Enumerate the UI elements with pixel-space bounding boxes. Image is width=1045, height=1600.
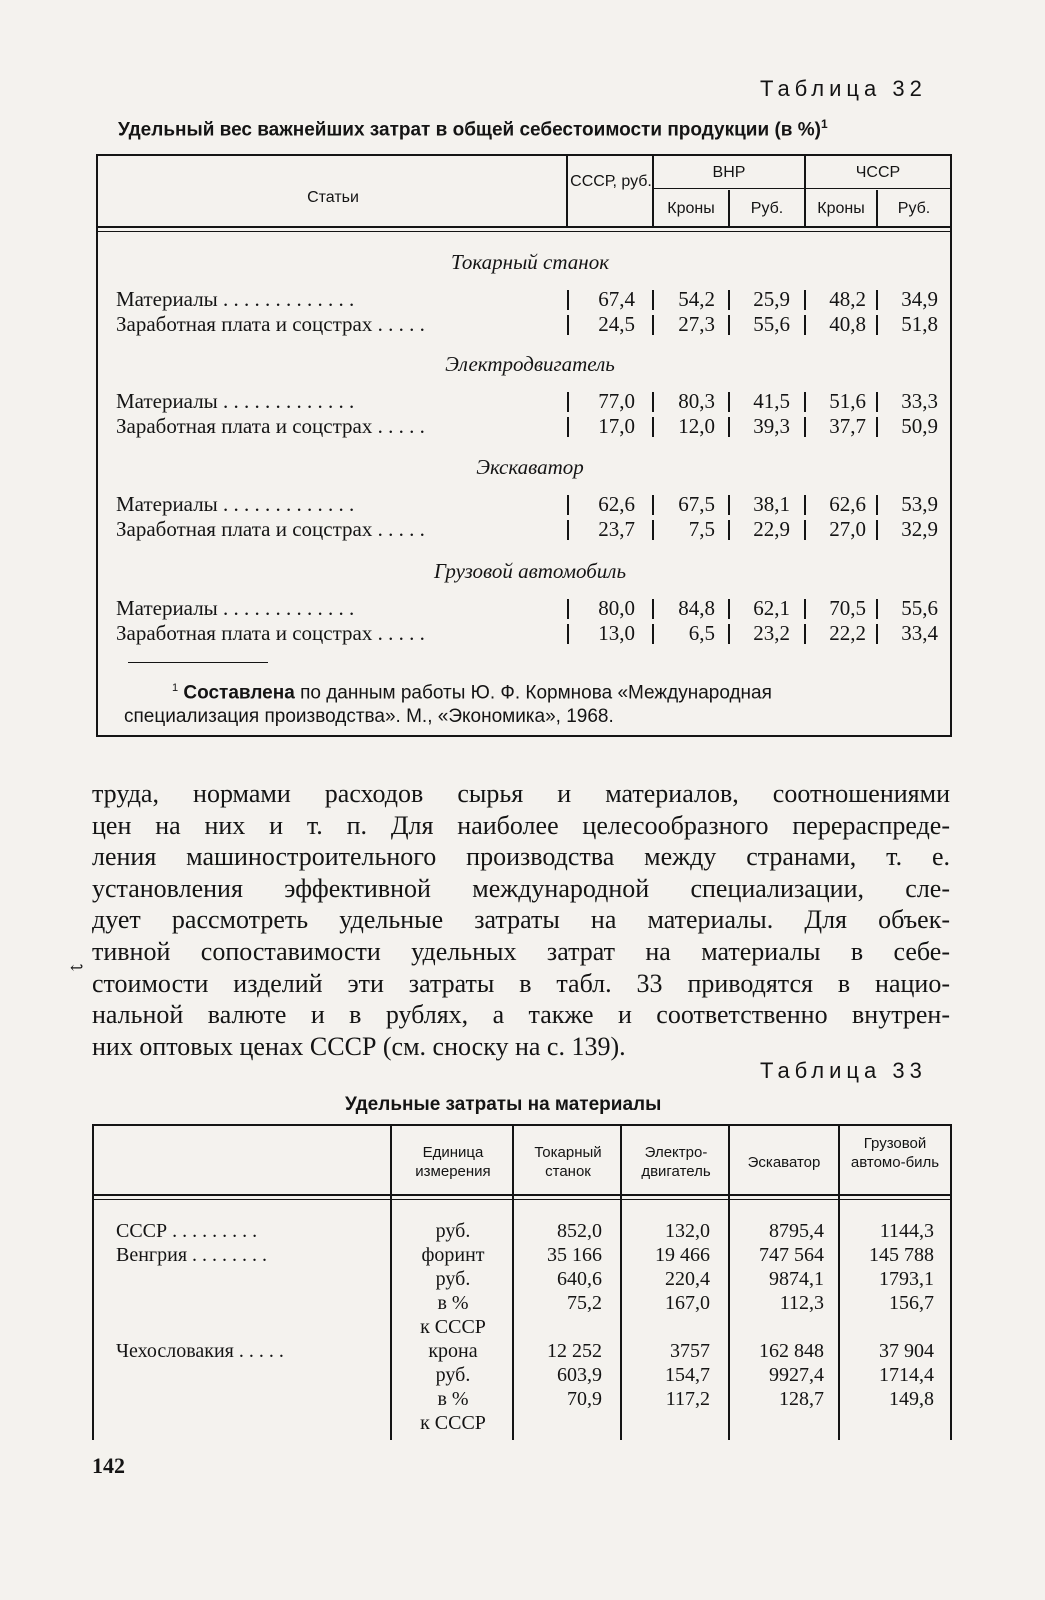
country-label: Венгрия . . . . . . . . [116, 1244, 268, 1266]
cell-value: 37,7 [829, 414, 866, 438]
cell-divider [567, 290, 569, 310]
cell-value: 7,5 [688, 517, 715, 541]
header-vnr-rub: Руб. [750, 200, 784, 217]
header-chssr: ЧССР [855, 164, 901, 181]
body-line: нальной валюте и в рублях, а также и соответственно внутрен- [92, 1000, 950, 1030]
body-line: дует рассмотреть удельные затраты на материалы. Для объек- [92, 905, 950, 935]
cell-divider [652, 417, 654, 437]
cell-value: 33,4 [901, 621, 938, 645]
country-label: Чехословакия . . . . . [116, 1340, 284, 1362]
cell-value: 67,4 [598, 287, 635, 311]
cell-divider [652, 520, 654, 540]
cell-value: 167,0 [665, 1292, 710, 1314]
row-label: Материалы . . . . . . . . . . . . . [116, 287, 355, 311]
row-label: Материалы . . . . . . . . . . . . . [116, 596, 355, 620]
cell-divider [876, 520, 878, 540]
cell-value: 55,6 [753, 312, 790, 336]
table-33-header-rule-2 [92, 1199, 952, 1200]
row-label: Заработная плата и соцстрах . . . . . [116, 517, 425, 541]
cell-divider [876, 392, 878, 412]
country-label: СССР . . . . . . . . . [116, 1220, 258, 1242]
t33-header-excavator: Эскаватор [747, 1154, 821, 1171]
table-33-left-border [92, 1124, 94, 1440]
cell-value: 75,2 [567, 1292, 602, 1314]
unit-cell: форинт [421, 1244, 485, 1266]
cell-value: 41,5 [753, 389, 790, 413]
table-33-label: Таблица 33 [760, 1058, 927, 1083]
cell-value: 640,6 [557, 1268, 602, 1290]
cell-divider [652, 290, 654, 310]
row-label: Заработная плата и соцстрах . . . . . [116, 414, 425, 438]
cell-value: 37 904 [879, 1340, 934, 1362]
section-title: Электродвигатель [445, 352, 615, 376]
cell-divider [652, 495, 654, 515]
page-number: 142 [92, 1453, 125, 1478]
cell-value: 24,5 [598, 312, 635, 336]
cell-value: 1793,1 [879, 1268, 934, 1290]
cell-value: 603,9 [557, 1364, 602, 1386]
cell-value: 80,0 [598, 596, 635, 620]
section-title: Токарный станок [450, 250, 610, 274]
cell-divider [728, 599, 730, 619]
cell-divider [728, 495, 730, 515]
unit-cell-line2: к СССР [420, 1316, 486, 1338]
cell-value: 84,8 [678, 596, 715, 620]
table-32-group-rule [652, 188, 950, 189]
table-32-title: Удельный вес важнейших затрат в общей себестоимости продукции (в %)$^1$ [118, 117, 828, 141]
cell-value: 852,0 [557, 1220, 602, 1242]
header-ussr: СССР, руб. [570, 173, 652, 190]
body-line: труда, нормами расходов сырья и материалов, соотношениями [92, 779, 950, 808]
cell-value: 149,8 [889, 1388, 934, 1410]
cell-divider [804, 417, 806, 437]
header-chssr-krony: Кроны [817, 200, 865, 217]
table-33-right-border [950, 1124, 952, 1440]
body-line: них оптовых ценах СССР (см. сноску на с. 139). [92, 1031, 626, 1061]
cell-value: 1144,3 [879, 1220, 934, 1242]
cell-value: 128,7 [779, 1388, 824, 1410]
cell-value: 12 252 [547, 1340, 602, 1362]
unit-cell-line2: к СССР [420, 1412, 486, 1434]
row-label: Заработная плата и соцстрах . . . . . [116, 312, 425, 336]
cell-divider [652, 624, 654, 644]
header-vnr: ВНР [712, 164, 746, 181]
cell-value: 9874,1 [769, 1268, 824, 1290]
cell-value: 35 166 [547, 1244, 602, 1266]
cell-divider [804, 495, 806, 515]
header-vnr-krony: Кроны [667, 200, 715, 217]
table-32-right-border [950, 154, 952, 737]
unit-cell: руб. [435, 1268, 471, 1290]
table-32-label: Таблица 32 [760, 76, 927, 101]
cell-value: 27,3 [678, 312, 715, 336]
cell-divider [728, 290, 730, 310]
cell-divider [567, 495, 569, 515]
t33-header-motor: Электро-двигатель [641, 1144, 711, 1180]
cell-divider [804, 290, 806, 310]
margin-mark-icon: ↩ [70, 960, 84, 977]
cell-value: 8795,4 [769, 1220, 824, 1242]
table-32-footnote-rule [128, 662, 268, 663]
t33-header-lathe: Токарный станок [534, 1144, 602, 1180]
cell-value: 112,3 [779, 1292, 824, 1314]
cell-divider [567, 417, 569, 437]
cell-value: 77,0 [598, 389, 635, 413]
cell-value: 22,2 [829, 621, 866, 645]
unit-cell: в % [437, 1388, 469, 1410]
cell-value: 62,6 [598, 492, 635, 516]
table-32-bottom-rule [96, 735, 952, 737]
cell-divider [804, 520, 806, 540]
cell-value: 39,3 [753, 414, 790, 438]
cell-value: 50,9 [901, 414, 938, 438]
cell-divider [804, 315, 806, 335]
cell-divider [876, 599, 878, 619]
body-line: тивной сопоставимости удельных затрат на материалы в себе- [92, 936, 950, 966]
cell-value: 9927,4 [769, 1364, 824, 1386]
header-stati: Статьи [307, 189, 359, 206]
table-33-header-rule-1 [92, 1194, 952, 1196]
cell-value: 23,7 [598, 517, 635, 541]
table-33-col-divider [390, 1124, 392, 1440]
cell-value: 67,5 [678, 492, 715, 516]
unit-cell: руб. [435, 1364, 471, 1386]
cell-divider [728, 392, 730, 412]
footnote-bold: Составлена [183, 682, 295, 704]
cell-value: 33,3 [901, 389, 938, 413]
cell-value: 13,0 [598, 621, 635, 645]
cell-value: 747 564 [759, 1244, 824, 1266]
footnote-line1: по данным работы Ю. Ф. Кормнова «Международная [300, 682, 772, 704]
table-32-title-footnote-mark: 1 [820, 117, 828, 131]
section-title: Грузовой автомобиль [433, 559, 626, 583]
unit-cell: руб. [435, 1220, 471, 1242]
cell-value: 38,1 [753, 492, 790, 516]
body-line: стоимости изделий эти затраты в табл. 33 приводятся в нацио- [92, 968, 950, 998]
cell-divider [804, 599, 806, 619]
row-label: Материалы . . . . . . . . . . . . . [116, 389, 355, 413]
cell-value: 156,7 [889, 1292, 934, 1314]
cell-divider [804, 392, 806, 412]
table-32-top-rule [96, 154, 952, 156]
cell-value: 55,6 [901, 596, 938, 620]
cell-divider [567, 520, 569, 540]
unit-cell: в % [437, 1292, 469, 1314]
cell-value: 145 788 [869, 1244, 934, 1266]
cell-divider [728, 624, 730, 644]
cell-value: 70,5 [829, 596, 866, 620]
cell-value: 32,9 [901, 517, 938, 541]
cell-value: 80,3 [678, 389, 715, 413]
body-line: установления эффективной международной специализации, сле- [92, 873, 950, 903]
cell-value: 6,5 [688, 621, 715, 645]
cell-divider [728, 315, 730, 335]
table-33-title: Удельные затраты на материалы [345, 1094, 662, 1115]
cell-value: 62,1 [753, 596, 790, 620]
cell-value: 1714,4 [879, 1364, 934, 1386]
footnote-line2: специализация производства». М., «Экономика», 1968. [124, 706, 614, 728]
cell-value: 154,7 [665, 1364, 710, 1386]
cell-value: 162 848 [759, 1340, 824, 1362]
cell-value: 48,2 [829, 287, 866, 311]
unit-cell: крона [428, 1340, 478, 1362]
cell-divider [804, 624, 806, 644]
cell-value: 17,0 [598, 414, 635, 438]
header-chssr-rub: Руб. [897, 200, 931, 217]
cell-divider [652, 315, 654, 335]
section-title: Экскаватор [476, 455, 584, 479]
cell-divider [652, 392, 654, 412]
cell-divider [567, 315, 569, 335]
row-label: Материалы . . . . . . . . . . . . . [116, 492, 355, 516]
table-32-header-divider [566, 154, 568, 226]
cell-value: 25,9 [753, 287, 790, 311]
table-32-footnote [124, 676, 772, 729]
cell-value: 70,9 [567, 1388, 602, 1410]
t33-header-truck: Грузовой автомо-биль [850, 1135, 940, 1171]
cell-value: 34,9 [901, 287, 938, 311]
cell-divider [876, 290, 878, 310]
cell-value: 23,2 [753, 621, 790, 645]
body-line: цен на них и т. п. Для наиболее целесообразного перераспреде- [92, 810, 950, 840]
cell-value: 62,6 [829, 492, 866, 516]
cell-divider [728, 520, 730, 540]
cell-value: 19 466 [655, 1244, 710, 1266]
table-32-header-rule-2 [96, 231, 952, 232]
cell-value: 51,6 [829, 389, 866, 413]
cell-value: 3757 [670, 1340, 710, 1362]
cell-value: 40,8 [829, 312, 866, 336]
body-line: ления машиностроительного производства между странами, т. е. [92, 842, 950, 872]
footnote-mark: 1 [172, 682, 179, 694]
cell-value: 22,9 [753, 517, 790, 541]
cell-value: 117,2 [665, 1388, 710, 1410]
cell-value: 51,8 [901, 312, 938, 336]
cell-divider [567, 624, 569, 644]
cell-divider [876, 624, 878, 644]
cell-divider [567, 599, 569, 619]
cell-divider [567, 392, 569, 412]
table-32-left-border [96, 154, 98, 737]
cell-divider [652, 599, 654, 619]
cell-value: 53,9 [901, 492, 938, 516]
table-33-top-rule [92, 1124, 952, 1126]
t33-header-unit: Единица измерения [415, 1144, 491, 1180]
cell-value: 54,2 [678, 287, 715, 311]
cell-divider [876, 315, 878, 335]
table-32-header-rule-1 [96, 226, 952, 228]
cell-divider [728, 417, 730, 437]
row-label: Заработная плата и соцстрах . . . . . [116, 621, 425, 645]
cell-value: 27,0 [829, 517, 866, 541]
cell-value: 12,0 [678, 414, 715, 438]
cell-value: 220,4 [665, 1268, 710, 1290]
cell-divider [876, 495, 878, 515]
cell-value: 132,0 [665, 1220, 710, 1242]
body-paragraph [92, 778, 950, 1062]
cell-divider [876, 417, 878, 437]
